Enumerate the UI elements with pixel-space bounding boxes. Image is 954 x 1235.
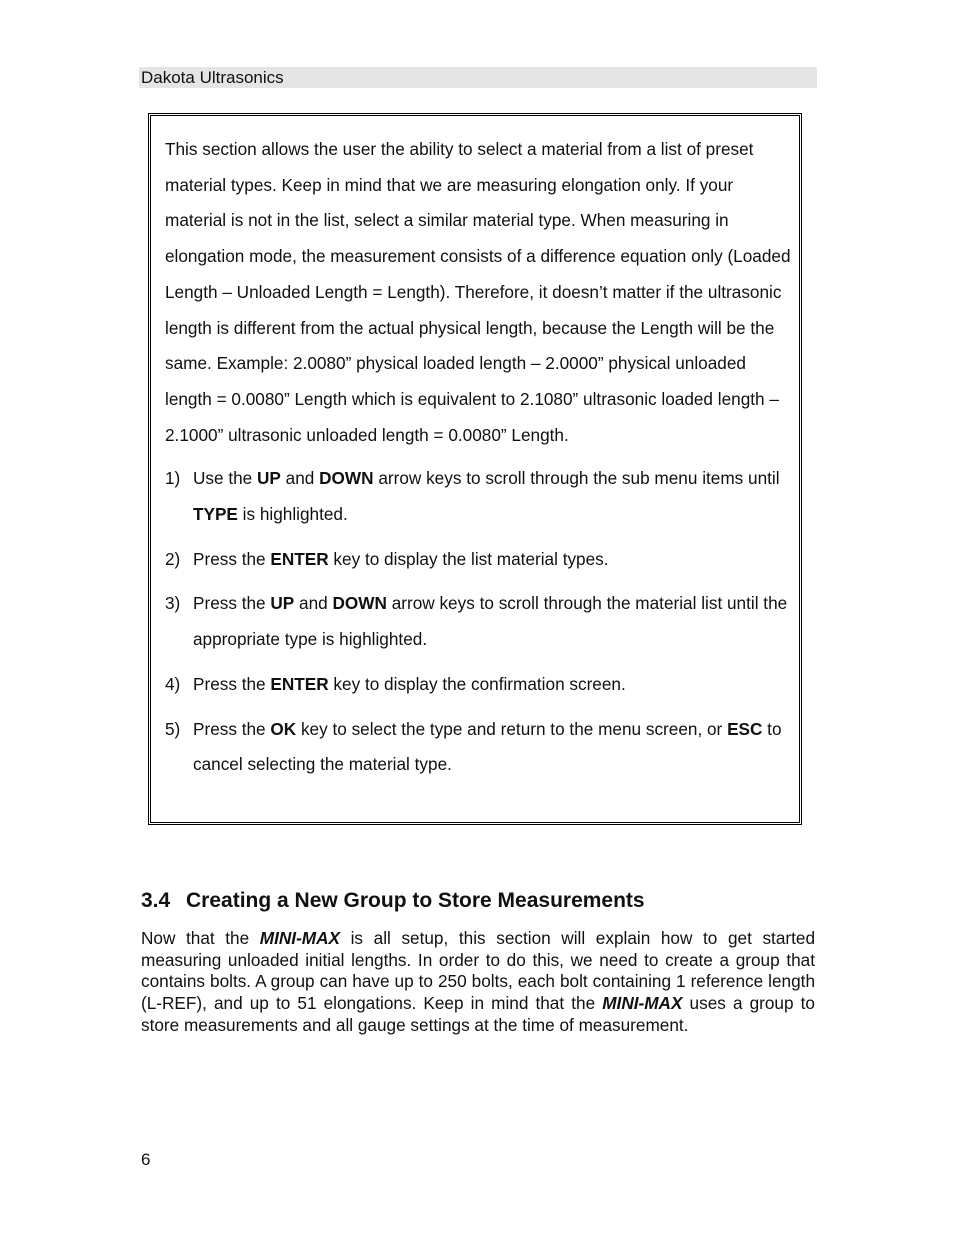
- key-name: UP: [270, 593, 295, 614]
- key-name: OK: [270, 718, 297, 739]
- key-name: ENTER: [270, 673, 329, 694]
- step-text: and: [280, 468, 320, 489]
- step-number: 3): [165, 593, 181, 614]
- key-name: DOWN: [319, 468, 374, 489]
- step-text: arrow keys to scroll through the sub menu items until: [373, 468, 780, 489]
- step-number: 5): [165, 718, 181, 739]
- section-heading: [141, 887, 645, 915]
- key-name: TYPE: [193, 504, 238, 525]
- steps-list: [165, 461, 795, 783]
- step-text: Press the: [193, 548, 271, 569]
- step-text: Press the: [193, 673, 271, 694]
- instruction-box: [148, 113, 802, 825]
- key-name: UP: [257, 468, 281, 489]
- product-name: MINI-MAX: [259, 928, 340, 948]
- paragraph-text: uses a group to store measurements and all gauge settings at the time of measurement.: [141, 993, 815, 1035]
- key-name: ESC: [727, 718, 763, 739]
- paragraph-text: Now that the: [141, 928, 260, 948]
- header-title: Dakota Ultrasonics: [141, 68, 284, 87]
- step-text: to cancel selecting the material type.: [193, 718, 782, 775]
- paragraph-text: is all setup, this section will explain how to get started measuring unloaded initial lengths. In order to do this, we need to create a group that contains bolts. A group can have up to 250 bolts, each bolt containing 1 reference length (L-REF), and up to 51 elongations. Keep in mind that the: [141, 928, 816, 1014]
- step-item: [165, 667, 795, 703]
- step-text: key to select the type and return to the menu screen, or: [296, 718, 728, 739]
- section-number: 3.4: [141, 889, 171, 912]
- key-name: ENTER: [270, 548, 329, 569]
- step-number: 1): [165, 468, 181, 489]
- step-text: key to display the confirmation screen.: [328, 673, 626, 694]
- step-text: key to display the list material types.: [328, 548, 609, 569]
- step-item: [165, 586, 795, 657]
- step-number: 4): [165, 673, 181, 694]
- step-text: arrow keys to scroll through the material list until the appropriate type is highlighted.: [193, 593, 788, 650]
- step-text: Press the: [193, 593, 271, 614]
- page-number: 6: [141, 1150, 151, 1169]
- intro-paragraph: This section allows the user the ability to select a material from a list of preset material types. Keep in mind that we are measuring elongation only. If your material is not in the list, select a similar material type. When measuring in elongation mode, the measurement consists of a difference equation only (Loaded Length – Unloaded Length = Length). Therefore, it doesn’t matter if the ultrasonic length is different from the actual physical length, because the Length will be the same. Example: 2.0080” physical loaded length – 2.0000” physical unloaded length = 0.0080” Length which is equivalent to 2.1080” ultrasonic loaded length – 2.1000” ultrasonic unloaded length = 0.0080” Length.: [165, 139, 791, 445]
- section-paragraph: [141, 928, 815, 1037]
- key-name: DOWN: [332, 593, 387, 614]
- step-item: [165, 461, 795, 532]
- step-item: [165, 712, 795, 783]
- instruction-box-content: [165, 132, 795, 792]
- step-text: and: [294, 593, 333, 614]
- running-header: [139, 67, 817, 88]
- product-name: MINI-MAX: [602, 993, 683, 1014]
- step-number: 2): [165, 548, 181, 569]
- step-text: is highlighted.: [237, 504, 348, 525]
- step-text: Press the: [193, 718, 271, 739]
- step-text: Use the: [193, 468, 258, 489]
- step-item: [165, 542, 795, 578]
- section-title: Creating a New Group to Store Measurements: [186, 889, 645, 912]
